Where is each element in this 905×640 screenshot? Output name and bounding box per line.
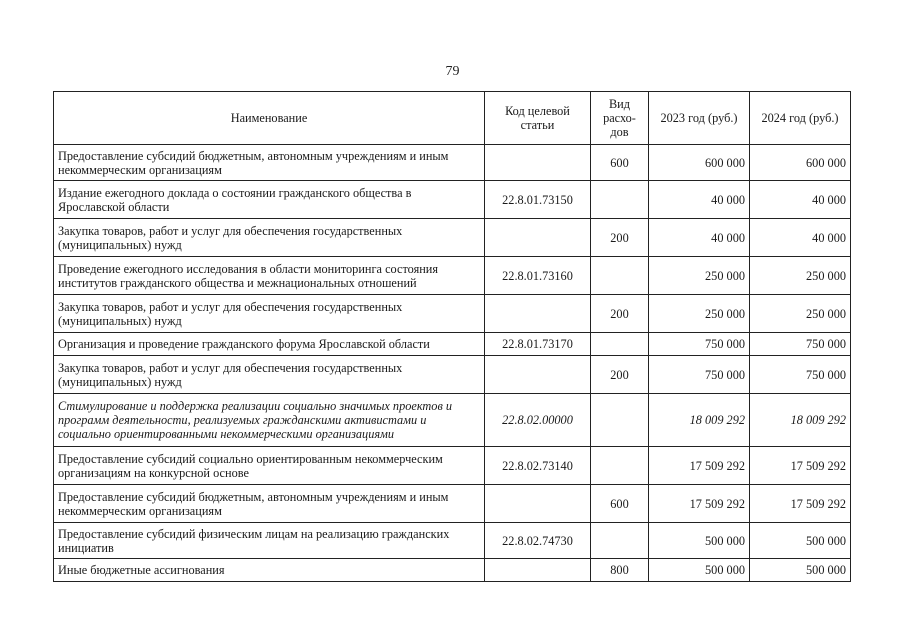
- cell-code: 22.8.02.73140: [485, 447, 591, 485]
- cell-2024: 500 000: [750, 523, 851, 559]
- cell-vid: 600: [591, 145, 649, 181]
- cell-name: Проведение ежегодного исследования в области мониторинга состояния институтов гражданского общества и межнациональных отношений: [54, 257, 485, 295]
- cell-2023: 250 000: [649, 257, 750, 295]
- cell-code: [485, 485, 591, 523]
- cell-code: 22.8.01.73150: [485, 181, 591, 219]
- cell-name: Закупка товаров, работ и услуг для обеспечения государственных (муниципальных) нужд: [54, 295, 485, 333]
- cell-code: 22.8.01.73170: [485, 333, 591, 356]
- cell-2023: 40 000: [649, 219, 750, 257]
- cell-vid: [591, 257, 649, 295]
- cell-code: [485, 559, 591, 582]
- table-body: [54, 145, 851, 582]
- table-row: [54, 145, 851, 181]
- cell-2024: 750 000: [750, 356, 851, 394]
- table-row: [54, 485, 851, 523]
- page-number: 79: [445, 64, 460, 79]
- cell-name: Предоставление субсидий физическим лицам на реализацию гражданских инициатив: [54, 523, 485, 559]
- cell-2023: 17 509 292: [649, 485, 750, 523]
- cell-2023: 250 000: [649, 295, 750, 333]
- cell-vid: 200: [591, 295, 649, 333]
- cell-code: [485, 356, 591, 394]
- table-row: [54, 394, 851, 447]
- header-2023: 2023 год (руб.): [649, 92, 750, 145]
- table-row: [54, 523, 851, 559]
- cell-2023: 750 000: [649, 356, 750, 394]
- cell-2024: 40 000: [750, 219, 851, 257]
- cell-name: Предоставление субсидий бюджетным, автономным учреждениям и иным некоммерческим организациям: [54, 485, 485, 523]
- cell-vid: [591, 523, 649, 559]
- header-name: Наименование: [54, 92, 485, 145]
- cell-2024: 500 000: [750, 559, 851, 582]
- table-row: [54, 447, 851, 485]
- cell-vid: [591, 447, 649, 485]
- cell-2023: 500 000: [649, 559, 750, 582]
- table-row: [54, 181, 851, 219]
- header-row: [54, 92, 851, 145]
- cell-2024: 17 509 292: [750, 447, 851, 485]
- cell-vid: [591, 333, 649, 356]
- cell-2024: 750 000: [750, 333, 851, 356]
- cell-2023: 750 000: [649, 333, 750, 356]
- header-vid: Вид расхо-дов: [591, 92, 649, 145]
- cell-2023: 600 000: [649, 145, 750, 181]
- cell-vid: [591, 181, 649, 219]
- header-2024: 2024 год (руб.): [750, 92, 851, 145]
- cell-name: Иные бюджетные ассигнования: [54, 559, 485, 582]
- cell-2024: 18 009 292: [750, 394, 851, 447]
- budget-table: [53, 91, 851, 582]
- cell-vid: [591, 394, 649, 447]
- table-row: [54, 295, 851, 333]
- cell-code: [485, 219, 591, 257]
- table-row: [54, 559, 851, 582]
- cell-code: 22.8.01.73160: [485, 257, 591, 295]
- cell-vid: 600: [591, 485, 649, 523]
- table-row: [54, 333, 851, 356]
- cell-2024: 17 509 292: [750, 485, 851, 523]
- cell-2024: 600 000: [750, 145, 851, 181]
- cell-vid: 200: [591, 356, 649, 394]
- cell-2023: 500 000: [649, 523, 750, 559]
- table-row: [54, 356, 851, 394]
- cell-name: Закупка товаров, работ и услуг для обеспечения государственных (муниципальных) нужд: [54, 219, 485, 257]
- header-code: Код целевой статьи: [485, 92, 591, 145]
- table-header: [54, 92, 851, 145]
- cell-name: Организация и проведение гражданского форума Ярославской области: [54, 333, 485, 356]
- cell-2024: 250 000: [750, 257, 851, 295]
- cell-vid: 200: [591, 219, 649, 257]
- cell-2024: 40 000: [750, 181, 851, 219]
- cell-2023: 17 509 292: [649, 447, 750, 485]
- cell-code: 22.8.02.00000: [485, 394, 591, 447]
- cell-name: Предоставление субсидий бюджетным, автономным учреждениям и иным некоммерческим организациям: [54, 145, 485, 181]
- cell-2023: 18 009 292: [649, 394, 750, 447]
- cell-code: 22.8.02.74730: [485, 523, 591, 559]
- cell-code: [485, 145, 591, 181]
- cell-vid: 800: [591, 559, 649, 582]
- cell-2024: 250 000: [750, 295, 851, 333]
- cell-name: Предоставление субсидий социально ориентированным некоммерческим организациям на конкурсной основе: [54, 447, 485, 485]
- cell-name: Издание ежегодного доклада о состоянии гражданского общества в Ярославской области: [54, 181, 485, 219]
- cell-name: Стимулирование и поддержка реализации социально значимых проектов и программ деятельности, реализуемых гражданскими активистами и социально ориентированными некоммерческими организациями: [54, 394, 485, 447]
- table-row: [54, 219, 851, 257]
- cell-2023: 40 000: [649, 181, 750, 219]
- table-row: [54, 257, 851, 295]
- cell-code: [485, 295, 591, 333]
- cell-name: Закупка товаров, работ и услуг для обеспечения государственных (муниципальных) нужд: [54, 356, 485, 394]
